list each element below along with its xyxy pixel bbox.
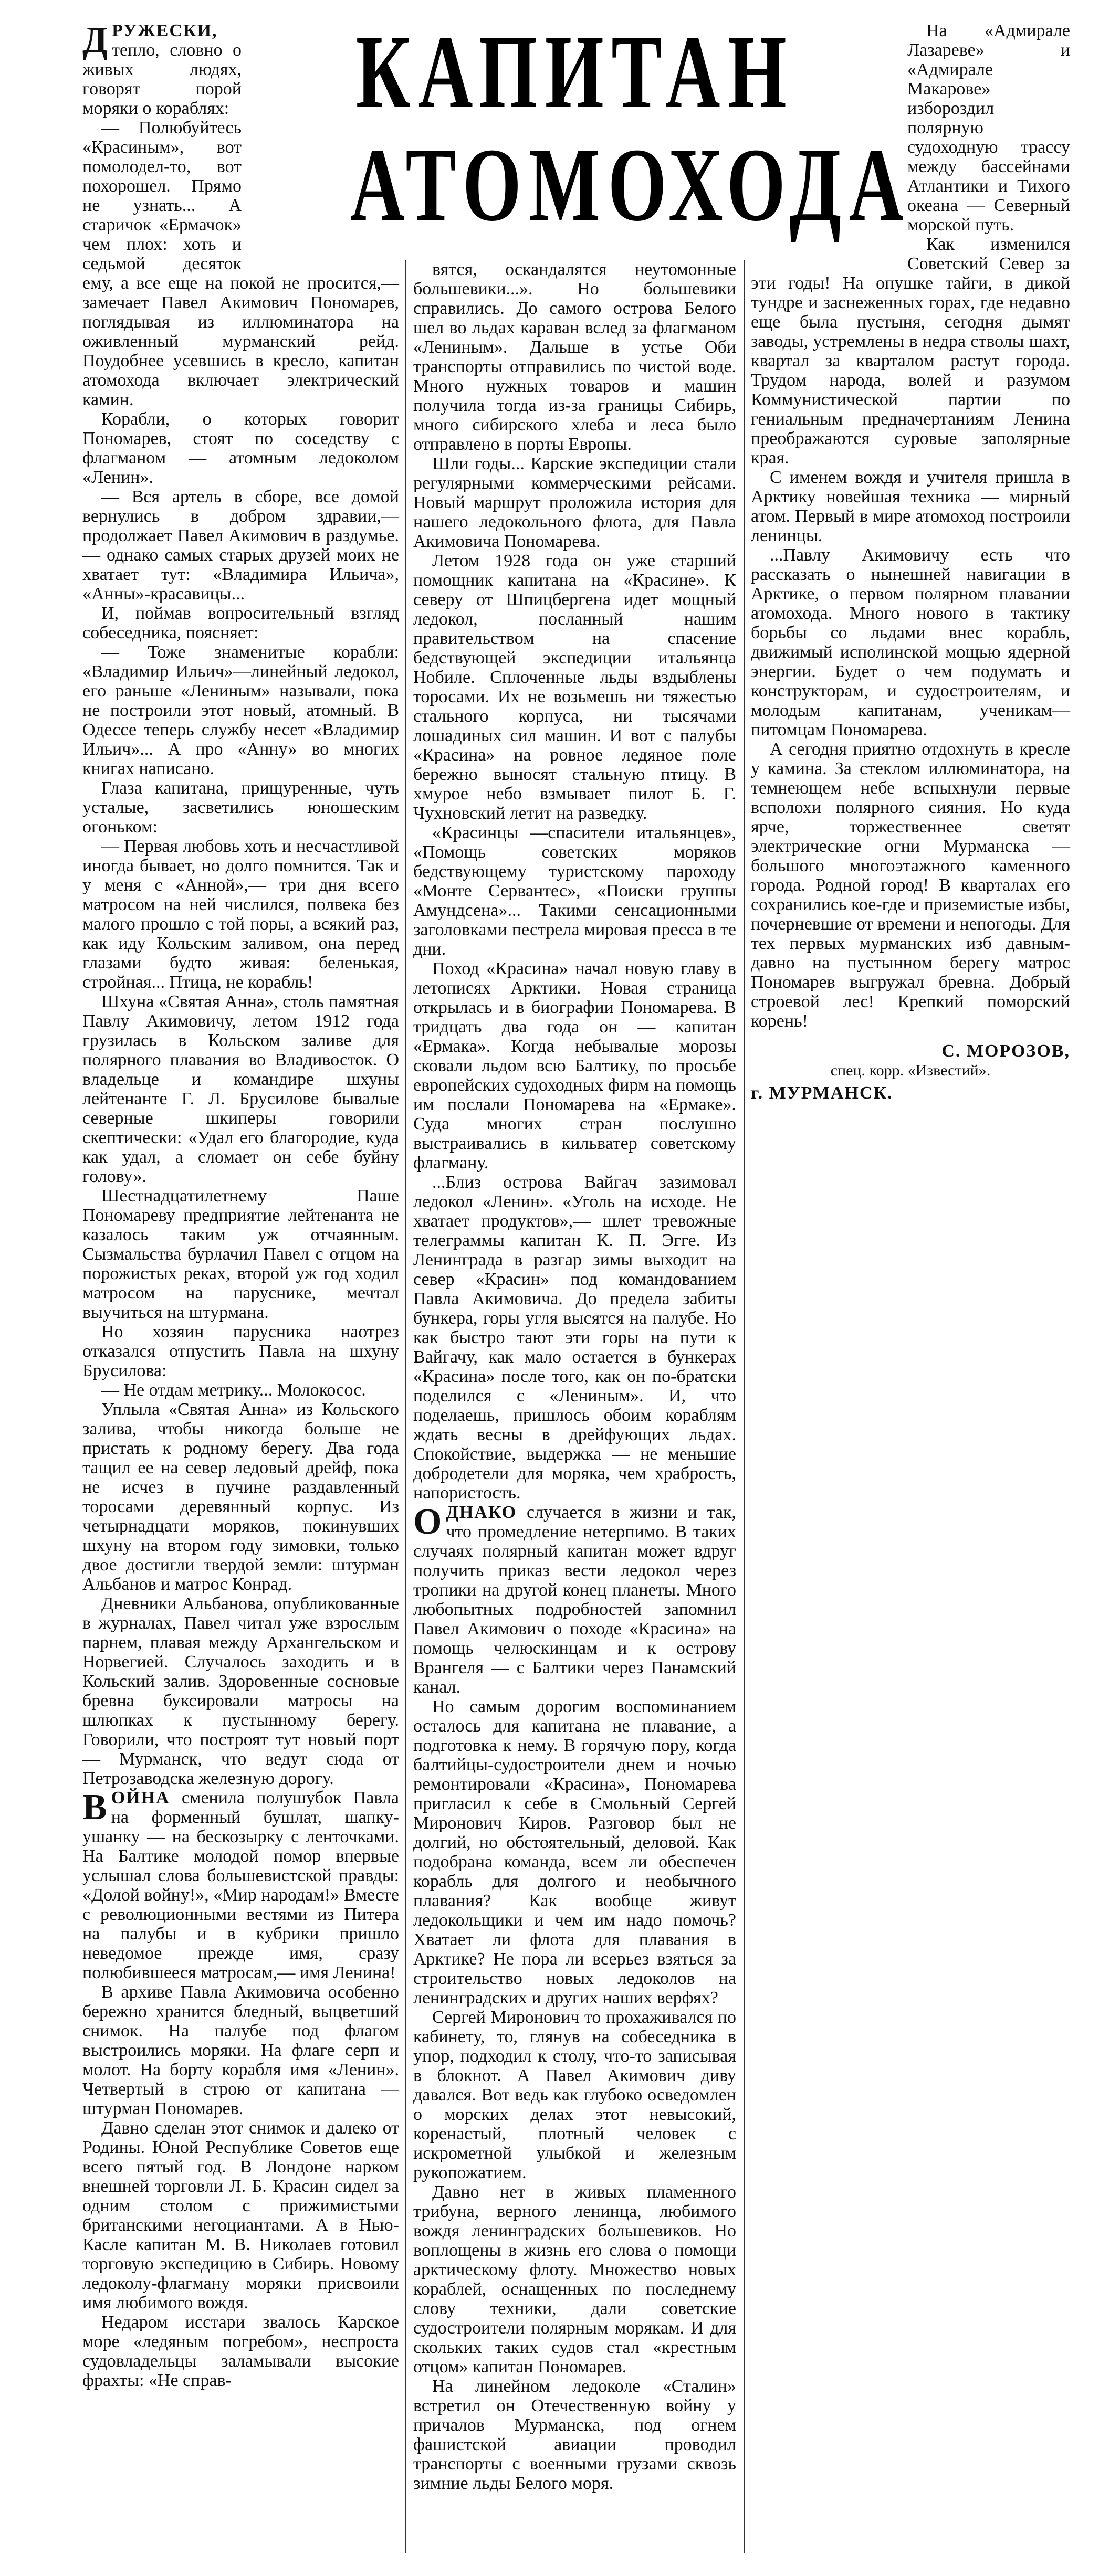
paragraph: Летом 1928 года он уже старший помощник капитана на «Красине». К северу от Шпицбергена идет мощный ледокол, посланный нашим правительством на спасение бедствующей экспедиции итальянца Нобиле. Сплоченные льды вздыблены торосами. Их не возьмешь ни тяжестью стального корпуса, ни тысячами лошадиных сил машин. И вот с палубы «Красина» на ровное ледяное поле бережно выносят стальную птицу. В хмурое небо взмывает пилот Б. Г. Чухновский летит на разведку. <box>413 551 736 823</box>
section-paragraph-odnako: ОДНАКО случается в жизни и так, что промедление нетерпимо. В таких случаях полярный капитан может вдруг получить приказ вести ледокол через тропики на другой конец планеты. Много любопытных подробностей запомнил Павел Акимович о походе «Красина» на помощь челюскинцам и к острову Врангеля — с Балтики через Панамский канал. <box>413 1502 736 1697</box>
paragraph: На «Адмирале Лазареве» и «Адмирале Макарове» избороздил полярную судоходную трассу между бассейнами Атлантики и Тихого океана — Северный морской путь. <box>907 21 1070 235</box>
paragraph: Но самым дорогим воспоминанием осталось для капитана не плавание, а подготовка к нему. В горячую пору, когда балтийцы-судостроители днем и ночью ремонтировали «Красина», Пономарева пригласил к себе в Смольный Сергей Миронович Киров. Разговор был не долгий, но обстоятельный, деловой. Как подобрана команда, всем ли обеспечен корабль для долгого и необычного плавания? Как вообще живут ледокольщики и чем им надо помочь? Хватает ли флота для плавания в Арктике? Не пора ли всерьез взяться за строительство новых ледоколов на ленинградских и других наших верфях? <box>413 1697 736 2008</box>
article-column-2 <box>413 260 736 2493</box>
paragraph: Недаром исстари звалось Карское море «ледяным погребом», неспроста судовладельцы заламывали высокие фрахты: «Не справ- <box>82 2313 399 2390</box>
headline-line-1: КАПИТАН <box>355 14 794 130</box>
paragraph: — Вся артель в сборе, все домой вернулись в добром здравии,— продолжает Павел Акимович в раздумье.— однако самых старых друзей моих не хватает тут: «Владимира Ильича», «Анны»-красавицы... <box>82 487 399 604</box>
paragraph: вятся, оскандалятся неутомонные большевики...». Но большевики справились. До самого острова Белого шел во льдах караван вслед за флагманом «Лениным». Дальше в устье Оби транспорты отправились по чистой воде. Много нужных товаров и машин получила тогда из-за границы Сибирь, много сибирского хлеба и леса было отправлено в порты Европы. <box>413 260 736 454</box>
paragraph: Дневники Альбанова, опубликованные в журналах, Павел читал уже взрослым парнем, плавая между Архангельском и Норвегией. Случалось заходить и в Кольский залив. Здоровенные сосновые бревна буксировали матросы на шлюпках к пустынному берегу. Говорили, что построят тут новый порт — Мурманск, что ведут сюда от Петрозаводска железную дорогу. <box>82 1594 399 1788</box>
section-paragraph-war: ВОЙНА сменила полушубок Павла на форменный бушлат, шапку-ушанку — на бескозырку с ленточками. На Балтике молодой помор впервые услышал слова большевистской правды: «Долой войну!», «Мир народам!» Вместе с революционными вестями из Питера на палубы и в кубрики пришло неведомое прежде имя, сразу полюбившееся матросам,— имя Ленина! <box>82 1787 399 1982</box>
paragraph: На линейном ледоколе «Сталин» встретил он Отечественную войну у причалов Мурманска, под огнем фашистской авиации проводил транспорты с военными грузами сквозь зимние льды Белого моря. <box>413 2377 736 2493</box>
paragraph: ...Близ острова Вайгач зазимовал ледокол «Ленин». «Уголь на исходе. Не хватает продуктов»,— шлет тревожные телеграммы капитан К. П. Эгге. Из Ленинграда в разгар зимы выходит на север «Красин» под командованием Павла Акимовича. До предела забиты бункера, горы угля высятся на палубе. Но как быстро тают эти горы на пути к Вайгачу, как мало остается в бункерах «Красина» после того, как он по-братски поделился с «Лениным». И, что поделаешь, пришлось обоим кораблям ждать весны в дрейфующих льдах. Спокойствие, выдержка — не меньшие добродетели для моряка, чем храбрость, напористость. <box>413 1173 736 1503</box>
article-column-1 <box>82 21 399 2390</box>
paragraph: Глаза капитана, прищуренные, чуть усталые, засветились юношеским огоньком: <box>82 778 399 837</box>
drop-cap: В <box>82 1787 107 1828</box>
column-divider <box>405 260 406 2553</box>
drop-cap: О <box>413 1502 442 1542</box>
paragraph: Уплыла «Святая Анна» из Кольского залива, чтобы никогда больше не пристать к родному берегу. Два года тащил ее на север ледовый дрейф, пока не исчез в пучине раздавленный торосами деревянный корпус. Из четырнадцати моряков, покинувших шхуну на втором году зимовки, только двое достигли твердой земли: штурман Альбанов и матрос Конрад. <box>82 1400 399 1594</box>
paragraph: И, поймав вопросительный взгляд собеседника, поясняет: <box>82 604 399 642</box>
paragraph: — Первая любовь хоть и несчастливой иногда бывает, но долго помнится. Так и у меня с «Анной»,— три дня всего матросом на ней числился, полвека без малого прошло с той поры, а всякий раз, как иду Кольским заливом, она перед глазами будто живая: беленькая, стройная... Птица, не корабль! <box>82 837 399 992</box>
paragraph: Шхуна «Святая Анна», столь памятная Павлу Акимовичу, летом 1912 года грузилась в Кольском заливе для полярного плавания во Владивосток. О владельце и командире шхуны лейтенанте Г. Л. Брусилове бывалые северные шкиперы говорили скептически: «Удал его благородие, куда как удал, а сломает он себе буйну голову». <box>82 992 399 1186</box>
paragraph: Давно сделан этот снимок и далеко от Родины. Юной Республике Советов еще всего пятый год. В Лондоне нарком внешней торговли Л. Б. Красин сидел за одним столом с прижимистыми британскими негоциантами. А в Нью-Касле капитан М. В. Николаев готовил торговую экспедицию в Сибирь. Новому ледоколу-флагману моряки присвоили имя любимого вождя. <box>82 2118 399 2313</box>
paragraph: — Не отдам метрику... Молокосос. <box>101 1380 366 1400</box>
lead-paragraph: ДРУЖЕСКИ, тепло, словно о живых людях, говорят порой моряки о кораблях: <box>82 20 242 118</box>
paragraph: Шестнадцатилетнему Паше Пономареву предприятие лейтенанта не казалось таким уж отчаянным. Сызмальства бурлачил Павел с отцом на порожистых реках, второй уж год ходил матросом на паруснике, мечтал выучиться на штурмана. <box>82 1186 399 1322</box>
paragraph: С именем вождя и учителя пришла в Арктику новейшая техника — мирный атом. Первый в мире атомоход построили ленинцы. <box>751 468 1070 545</box>
paragraph: Корабли, о которых говорит Пономарев, стоят по соседству с флагманом — атомным ледоколом «Ленин». <box>82 409 399 487</box>
author-role: спец. корр. «Известий». <box>830 1062 991 1079</box>
paragraph: Сергей Миронович то прохаживался по кабинету, то, глянув на собеседника в упор, подходил к столу, что-то записывая в блокнот. А Павел Акимович диву давался. Вот ведь как глубоко осведомлен о морских делах этот невысокий, коренастый, плотный человек с искрометной улыбкой и железным рукопожатием. <box>413 2008 736 2182</box>
author-byline: С. МОРОЗОВ, <box>941 1041 1070 1061</box>
paragraph: ...Павлу Акимовичу есть что рассказать о нынешней навигации в Арктике, о первом полярном плавании атомохода. Много нового в тактику борьбы со льдами внес корабль, движимый исполинской мощью ядерной энергии. Будет о чем подумать и конструкторам, и судостроителям, и молодым капитанам, ученикам—питомцам Пономарева. <box>751 545 1070 740</box>
paragraph: — Тоже знаменитые корабли: «Владимир Ильич»—линейный ледокол, его раньше «Лениным» называли, пока не построили этот новый, атомный. В Одессе теперь службу несет «Владимир Ильич»... А про «Анну» во многих книгах написано. <box>82 642 399 778</box>
dateline-city: г. МУРМАНСК. <box>751 1083 893 1103</box>
paragraph: Но хозяин парусника наотрез отказался отпустить Павла на шхуну Брусилова: <box>82 1322 399 1380</box>
headline-line-2: АТОМОХОДА <box>350 127 911 243</box>
paragraph: В архиве Павла Акимовича особенно бережно хранится бледный, выцветший снимок. На палубе под флагом выстроились моряки. На флаге серп и молот. На борту корабля имя «Ленин». Четвертый в строю от капитана — штурман Пономарев. <box>82 1982 399 2118</box>
paragraph: «Красинцы —спасители итальянцев», «Помощь советских моряков бедствующему туристскому пароходу «Монте Сервантес», «Поиски группы Амундсена»... Такими сенсационными заголовками пестрела мировая пресса в те дни. <box>413 823 736 959</box>
paragraph: Как изменился Советский Север за эти годы! На опушке тайги, в дикой тундре и заснеженных горах, где недавно еще была пустыня, сегодня дымят заводы, устремлены в недра стволы шахт, квартал за кварталом растут города. Трудом народа, волей и разумом Коммунистической партии по гениальным предначертаниям Ленина преображаются суровые заполярные края. <box>751 235 1070 468</box>
paragraph: Поход «Красина» начал новую главу в летописях Арктики. Новая страница открылась и в биографии Пономарева. В тридцать два года он — капитан «Ермака». Когда небывалые морозы сковали льдом всю Балтику, по просьбе европейских судоходных фирм на помощь им послали Пономарева на «Ермаке». Суда многих стран послушно выстраивались в кильватер советскому флагману. <box>413 959 736 1173</box>
column-divider <box>744 260 745 2553</box>
drop-cap: Д <box>82 20 108 60</box>
paragraph: А сегодня приятно отдохнуть в кресле у камина. За стеклом иллюминатора, на темнеющем небе вспыхнули первые всполохи полярного сияния. Но куда ярче, торжественнее светят электрические огни Мурманска — большого многоэтажного каменного города. Родной город! В кварталах его сохранились кое-где и приземистые избы, почерневшие от времени и непогоды. Для тех первых мурманских изб давным-давно на пустынном берегу матрос Пономарев выгружал бревна. Добрый строевой лес! Крепкий поморский корень! <box>751 740 1070 1031</box>
article-column-3 <box>751 21 1070 1103</box>
paragraph: Шли годы... Карские экспедиции стали регулярными коммерческими рейсами. Новый маршрут проложила история для нашего ледокольного флота, для Павла Акимовича Пономарева. <box>413 454 736 551</box>
paragraph: — Полюбуйтесь «Красиным», вот помолодел-то, вот похорошел. Прямо не узнать... А старичок «Ермачок» чем плох: хоть и седьмой десяток ему, а все еще на покой не просится,— замечает Павел Акимович Пономарев, поглядывая из иллюминатора на оживленный мурманский рейд. Поудобнее усевшись в кресло, капитан атомохода включает электрический камин. <box>82 118 399 409</box>
paragraph: Давно нет в живых пламенного трибуна, верного ленинца, любимого вождя ленинградских большевиков. Но воплощены в жизнь его слова о помощи арктическому флоту. Множество новых кораблей, оснащенных по последнему слову техники, дали советские судостроители полярным морякам. И для скольких таких судов стал «крестным отцом» капитан Пономарев. <box>413 2182 736 2377</box>
